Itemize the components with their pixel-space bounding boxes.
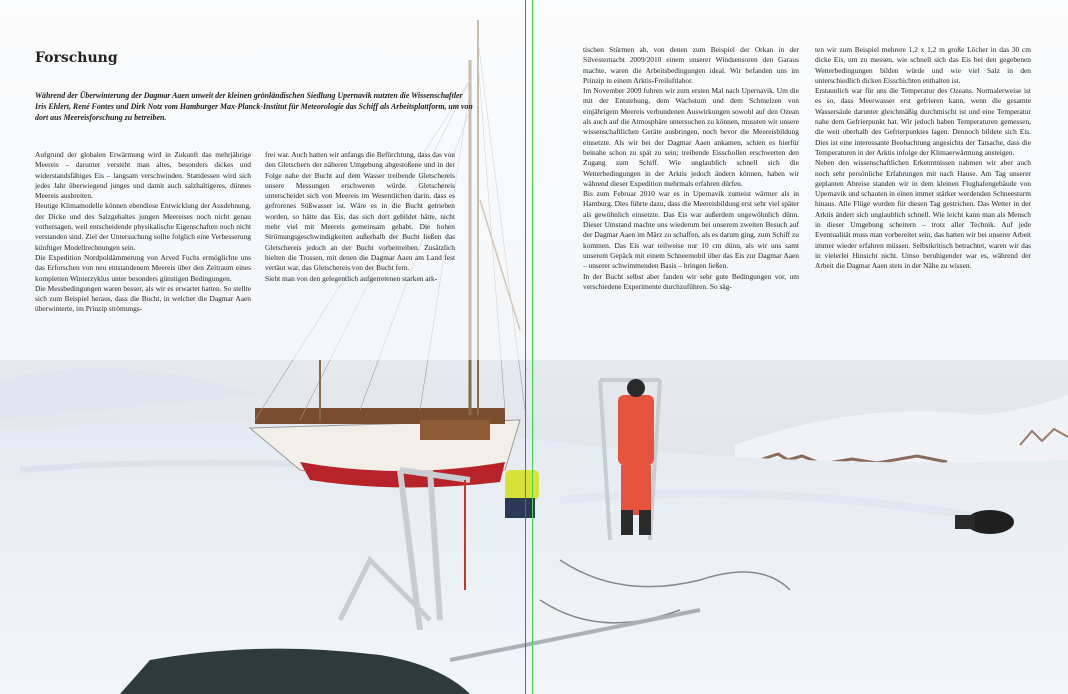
lead-paragraph: Während der Überwinterung der Dagmar Aaen unweit der kleinen grönländischen Siedlung Upernavik nutzten die Wissenschaftler Iris Ehlert, René Fontes und Dirk Notz vom Hamburger Max-Planck-Institut für Meteorologie das Schiff als Arbeitsplattform, um von dort aus Meereisforschung zu betreiben. (35, 91, 473, 122)
text-column-4 (815, 45, 1031, 272)
paragraph: Die Expedition Nordpoldämmerung von Arved Fuchs ermöglichte uns das Erforschen von neu entstandenem Meereis über den Zeitraum eines kompletten Winterzyklus unter besonders günstigen Bedingungen. (35, 252, 251, 283)
page-gutter-right (532, 0, 533, 694)
paragraph: Bis zum Februar 2010 war es in Upernavik zumeist wärmer als in Hamburg. Dies führte dazu, dass die Meereisbildung erst sehr viel später als gewöhnlich einsetzte. Das Eis war außerdem ungewöhnlich dünn. Dieser Umstand machte uns wiederum bei unserem zweiten Besuch auf der Dagmar Aaen im März zu schaffen, als es darum ging, zum Schiff zu kommen. Das Eis war teilweise nur 10 cm dünn, als wir uns samt unserem Gepäck mit einem Schneemobil über das Eis zur Dagmar Aaen – unserer schwimmenden Basis – bringen ließen. (583, 189, 799, 271)
paragraph: frei war. Auch hatten wir anfangs die Befürchtung, dass das von den Gletschern der näheren Umgebung abgestoßene und in der Folge nahe der Bucht auf dem Wasser treibende Gletschereis unsere Messungen erschweren würde. Gletschereis unterscheidet sich von Meereis im Wesentlichen darin, dass es gefrorenes Süßwasser ist. Wäre es in die Bucht getrieben worden, so hätte das Eis, das sich dort gebildet hätte, nicht mehr viel mit Meereis gemeinsam gehabt. Die hohen Strömungsgeschwindigkeiten außerhalb der Bucht ließen das Gletschereis jedoch an der Bucht vorbeitreiben. Zusätzlich hielten die Trossen, mit denen die Dagmar Aaen am Land fest vertäut war, das Gletschereis von der Bucht fern. (265, 150, 455, 273)
researcher-red-suit (618, 379, 654, 535)
paragraph: Sieht man von den gelegentlich aufgetretenen starken ark- (265, 273, 438, 283)
page-gutter-left (525, 0, 526, 694)
paragraph: Erstaunlich war für uns die Temperatur des Ozeans. Normalerweise ist es so, dass Meerwasser erst gefrieren kann, wenn die gesamte Wassersäule darunter gleichmäßig durchmischt ist und eine Temperatur nahe dem Gefrierpunkt hat. Wir jedoch haben Temperaturen gemessen, die weit oberhalb des Gefrierpunktes lagen. Dennoch bildete sich Eis. Dies ist eine interessante Beobachtung angesichts der Tatsache, dass die Temperaturen in der Arktis infolge der Klimaerwärmung ansteigen. (815, 86, 1031, 157)
paragraph: Im November 2009 fuhren wir zum ersten Mal nach Upernavik. Um die mit der Entstehung, dem Wachstum und dem Schmelzen von einjährigem Meereis verbundenen Auswirkungen sowohl auf den Ozean als auch auf die Atmosphäre untersuchen zu können, mussten wir unsere wissenschaftlichen Geräte ausbringen, noch bevor die Meereisbildung einsetzte. Als wir bei der Dagmar Aaen ankamen, schien es hierfür beinahe schon zu spät zu sein; treibende Eisschollen erschwerten den Zugang zum Schiff. Wie unglaublich schnell sich die Wetterbedingungen in der Arktis jedoch ändern können, haben wir während dieser Expedition mehrmals erfahren dürfen. (583, 86, 799, 188)
researcher-yellow-jacket (505, 470, 539, 518)
paragraph: In der Bucht selbst aber fanden wir sehr gute Bedingungen vor, um verschiedene Experimente durchzuführen. So säg- (583, 271, 799, 291)
text-column-2 (265, 150, 455, 284)
section-heading: Forschung (35, 50, 118, 66)
paragraph: Aufgrund der globalen Erwärmung wird in Zukunft das mehrjährige Meereis – darunter versteht man altes, besonders dickes und widerstandsfähiges Eis – langsam verschwinden. Stattdessen wird sich jedes Jahr überwiegend junges und damit auch salzhaltigeres, dünnes Meereis ausbreiten. (35, 150, 251, 201)
paragraph: Die Messbedingungen waren besser, als wir es erwartet hatten. So stellte sich zum Beispiel heraus, dass die Bucht, in welcher die Dagmar Aaen überwinterte, im Prinzip strömungs- (35, 283, 251, 314)
text-column-1 (35, 150, 251, 315)
paragraph: Heutige Klimamodelle können ebendiese Entwicklung der Ausdehnung, der Dicke und des Salzgehaltes jungen Meereises noch nicht genau vorhersagen, weil entscheidende physikalische Eigenschaften noch nicht verstanden sind. Ziel der Untersuchung sollte folglich eine Verbesserung künftiger Modellrechnungen sein. (35, 201, 251, 252)
paragraph: tischen Stürmen ab, von denen zum Beispiel der Orkan in der Silvesternacht 2009/2010 einem unserer Windsensoren den Garaus machte, waren die Arbeitsbedingungen ideal. Wir befanden uns im Prinzip in einem Arktis-Freiluftlabor. (583, 45, 799, 85)
paragraph: Neben den wissenschaftlichen Erkenntnissen nahmen wir aber auch noch sehr persönliche Erfahrungen mit nach Hause. Am Tag unserer geplanten Abreise standen wir in dem kleinen Flughafengebäude von Upernavik und schauten in einen immer stärker werdenden Schneesturm hinaus. Alle Flüge wurden für diesen Tag gestrichen. Das Wetter in der Arktis ändert sich unglaublich schnell. Wie leicht kann man als Mensch in dieser Umgebung scheitern – trotz aller Technik. Auf jede Eventualität muss man vorbereitet sein, das hatten wir bei unserer Arbeit immer wieder erfahren müssen. Selbstkritisch betrachtet, waren wir das in vielerlei Hinsicht nicht. Umso beruhigender war es, während der Arbeit die Dagmar Aaen stets in der Nähe zu wissen. (815, 158, 1031, 271)
paragraph: ten wir zum Beispiel mehrere 1,2 x 1,2 m große Löcher in das 30 cm dicke Eis, um zu messen, wie schnell sich das Eis bei den gegebenen Wetterbedingungen bilden würde und wie viel Salz in den unterschiedlich dicken Eisschichten enthalten ist. (815, 45, 1031, 85)
text-column-3 (583, 45, 799, 292)
